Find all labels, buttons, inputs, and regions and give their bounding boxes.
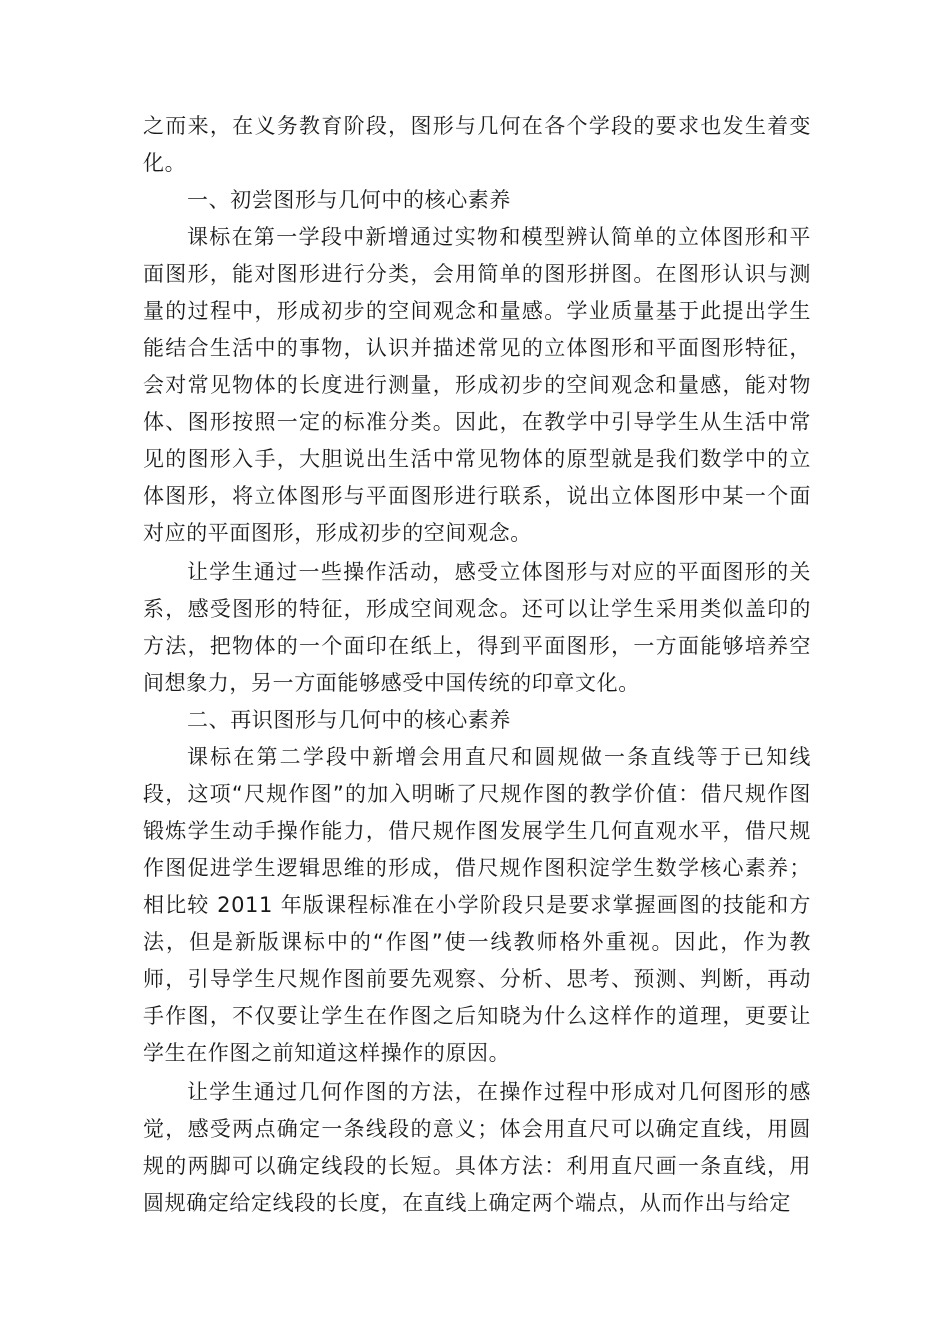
- paragraph-body: 课标在第一学段中新增通过实物和模型辨认简单的立体图形和平面图形，能对图形进行分类，会用简单的图形拼图。在图形认识与测量的过程中，形成初步的空间观念和量感。学业质量基于此提出学生能结合生活中的事物，认识并描述常见的立体图形和平面图形特征，会对常见物体的长度进行测量，形成初步的空间观念和量感，能对物体、图形按照一定的标准分类。因此，在教学中引导学生从生活中常见的图形入手，大胆说出生活中常见物体的原型就是我们数学中的立体图形，将立体图形与平面图形进行联系，说出立体图形中某一个面对应的平面图形，形成初步的空间观念。: [143, 225, 811, 545]
- paragraph-continuation: 之而来，在义务教育阶段，图形与几何在各个学段的要求也发生着变化。: [143, 114, 811, 175]
- document-body: [143, 108, 811, 1222]
- section-heading-two: 二、再识图形与几何中的核心素养: [187, 708, 511, 732]
- paragraph-body: 让学生通过一些操作活动，感受立体图形与对应的平面图形的关系，感受图形的特征，形成空间观念。还可以让学生采用类似盖印的方法，把物体的一个面印在纸上，得到平面图形，一方面能够培养空间想象力，另一方面能够感受中国传统的印章文化。: [143, 560, 811, 695]
- section-heading-one: 一、初尝图形与几何中的核心素养: [187, 188, 511, 212]
- paragraph-body: 课标在第二学段中新增会用直尺和圆规做一条直线等于已知线段，这项“尺规作图”的加入明晰了尺规作图的教学价值：借尺规作图锻炼学生动手操作能力，借尺规作图发展学生几何直观水平，借尺规作图促进学生逻辑思维的形成，借尺规作图积淀学生数学核心素养；相比较 2011 年版课程标准在小学阶段只是要求掌握画图的技能和方法，但是新版课标中的“作图”使一线教师格外重视。因此，作为教师，引导学生尺规作图前要先观察、分析、思考、预测、判断，再动手作图，不仅要让学生在作图之后知晓为什么这样作的道理，更要让学生在作图之前知道这样操作的原因。: [143, 745, 811, 1065]
- paragraph-body: 让学生通过几何作图的方法，在操作过程中形成对几何图形的感觉，感受两点确定一条线段的意义；体会用直尺可以确定直线，用圆规的两脚可以确定线段的长短。具体方法：利用直尺画一条直线，用圆规确定给定线段的长度，在直线上确定两个端点，从而作出与给定: [143, 1080, 811, 1215]
